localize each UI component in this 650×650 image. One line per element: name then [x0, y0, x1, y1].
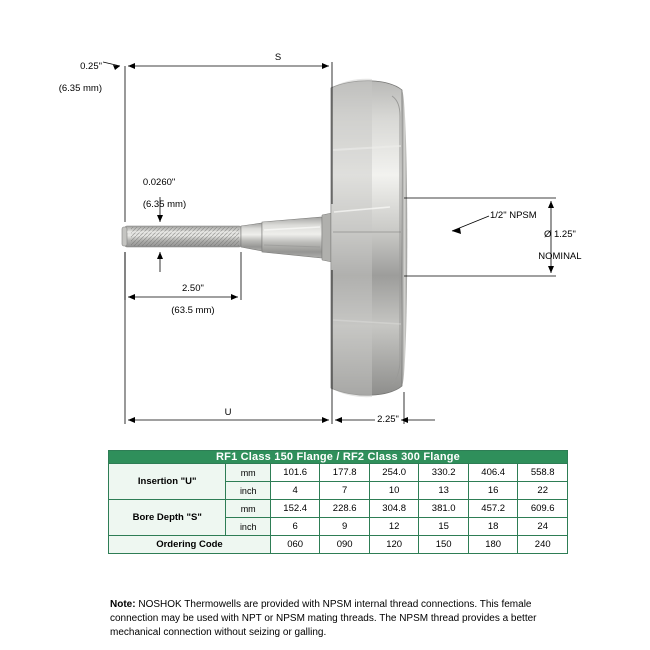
- dim-mid-left-mm: (6.35 mm): [142, 199, 187, 210]
- unit-inch: inch: [226, 482, 270, 500]
- cell-value: 101.6: [270, 464, 320, 482]
- table-header-row: [109, 451, 568, 464]
- dim-nominal-word: NOMINAL: [538, 251, 582, 262]
- cell-value: 10: [369, 482, 419, 500]
- cell-value: 240: [518, 536, 568, 554]
- cell-value: 558.8: [518, 464, 568, 482]
- cell-value: 609.6: [518, 500, 568, 518]
- spec-table: [108, 450, 568, 554]
- table-header-title: RF1 Class 150 Flange / RF2 Class 300 Flange: [109, 451, 568, 464]
- dim-label-mid-left: [127, 166, 207, 221]
- cell-value: 457.2: [468, 500, 518, 518]
- dim-lower-left-mm: (63.5 mm): [171, 305, 215, 316]
- dim-mid-left-inch: 0.0260": [142, 177, 176, 188]
- cell-value: 13: [419, 482, 469, 500]
- row-label-ordering-code: Ordering Code: [109, 536, 271, 554]
- cell-value: 330.2: [419, 464, 469, 482]
- cell-value: 254.0: [369, 464, 419, 482]
- thermowell-body: [122, 79, 407, 397]
- cell-value: 150: [419, 536, 469, 554]
- footnote-text: NOSHOK Thermowells are provided with NPSM internal thread connections. This female connection may be used with NPT or NPSM mating threads. The NPSM thread provides a better mechanical connection without seizing or galling.: [110, 599, 537, 638]
- dim-label-nominal: [516, 218, 588, 273]
- row-label-bore-depth: Bore Depth "S": [109, 500, 226, 536]
- cell-value: 6: [270, 518, 320, 536]
- cell-value: 15: [419, 518, 469, 536]
- cell-value: 180: [468, 536, 518, 554]
- cell-value: 120: [369, 536, 419, 554]
- unit-mm: mm: [226, 464, 270, 482]
- footnote-prefix: Note:: [110, 599, 136, 610]
- dim-nominal-diameter: Ø 1.25": [543, 229, 576, 240]
- cell-value: 18: [468, 518, 518, 536]
- dim-label-npsm: 1/2" NPSM: [490, 210, 537, 221]
- cell-value: 152.4: [270, 500, 320, 518]
- dim-top-left-inch: 0.25": [80, 61, 102, 72]
- cell-value: 177.8: [320, 464, 370, 482]
- cell-value: 22: [518, 482, 568, 500]
- dim-label-s: S: [274, 52, 282, 63]
- table-row: [109, 500, 568, 518]
- cell-value: 090: [320, 536, 370, 554]
- cell-value: 304.8: [369, 500, 419, 518]
- cell-value: 228.6: [320, 500, 370, 518]
- dim-label-bottom: 2.25": [377, 414, 399, 425]
- cell-value: 406.4: [468, 464, 518, 482]
- cell-value: 12: [369, 518, 419, 536]
- dim-label-u: U: [224, 407, 232, 418]
- cell-value: 9: [320, 518, 370, 536]
- cell-value: 060: [270, 536, 320, 554]
- cell-value: 4: [270, 482, 320, 500]
- cell-value: 7: [320, 482, 370, 500]
- footnote: [110, 598, 570, 640]
- cell-value: 16: [468, 482, 518, 500]
- unit-inch: inch: [226, 518, 270, 536]
- dim-label-top-left: [40, 50, 102, 105]
- table-row: [109, 464, 568, 482]
- row-label-insertion: Insertion "U": [109, 464, 226, 500]
- spec-table-wrapper: [108, 450, 568, 554]
- dim-lower-left-inch: 2.50": [181, 283, 204, 294]
- unit-mm: mm: [226, 500, 270, 518]
- table-row-ordering: [109, 536, 568, 554]
- dim-label-lower-left: [142, 272, 228, 327]
- dim-top-left-mm: (6.35 mm): [58, 83, 102, 94]
- cell-value: 24: [518, 518, 568, 536]
- cell-value: 381.0: [419, 500, 469, 518]
